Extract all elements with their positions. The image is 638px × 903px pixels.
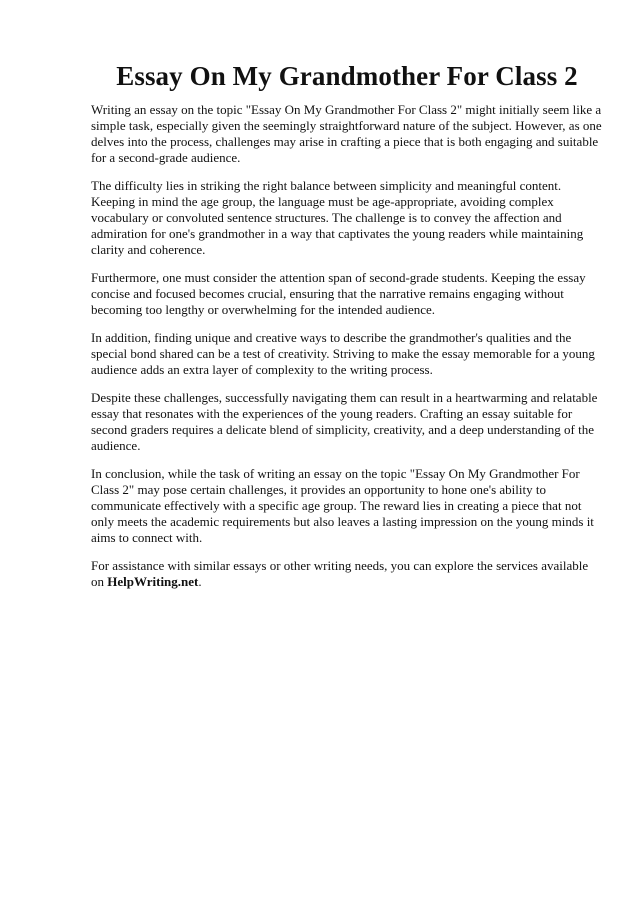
document-title: Essay On My Grandmother For Class 2 <box>116 61 578 91</box>
paragraph-attention-span: Furthermore, one must consider the attention span of second-grade students. Keeping the essay concise and focused becomes crucial, ensuring that the narrative remains engaging without becoming too lengthy or overwhelming for the intended audience. <box>91 270 586 317</box>
paragraph-challenges: Despite these challenges, successfully navigating them can result in a heartwarming and relatable essay that resonates with the experiences of the young readers. Crafting an essay suitable for second graders requires a delicate blend of simplicity, creativity, and a deep understanding of the audience. <box>91 390 598 453</box>
paragraph-conclusion: In conclusion, while the task of writing an essay on the topic "Essay On My Grandmother For Class 2" may pose certain challenges, it provides an opportunity to hone one's ability to communicate effectively with a specific age group. The reward lies in creating a piece that not only meets the academic requirements but also leaves a lasting impression on the young minds it aims to connect with. <box>91 466 594 545</box>
document-body <box>91 60 603 602</box>
helpwriting-link[interactable]: HelpWriting.net <box>107 574 199 589</box>
paragraph-creativity: In addition, finding unique and creative ways to describe the grandmother's qualities and the special bond shared can be a test of creativity. Striving to make the essay memorable for a young audience adds an extra layer of complexity to the writing process. <box>91 330 595 377</box>
paragraph-closing <box>91 558 603 590</box>
closing-suffix: . <box>198 574 202 589</box>
paragraph-difficulty: The difficulty lies in striking the right balance between simplicity and meaningful content. Keeping in mind the age group, the language must be age-appropriate, avoiding complex vocabulary or convoluted sentence structures. The challenge is to convey the affection and admiration for one's grandmother in a way that captivates the young readers while maintaining clarity and coherence. <box>91 178 584 257</box>
paragraph-intro: Writing an essay on the topic "Essay On My Grandmother For Class 2" might initially seem like a simple task, especially given the seemingly straightforward nature of the subject. However, as one delves into the process, challenges may arise in crafting a piece that is both engaging and suitable for a second-grade audience. <box>91 102 602 165</box>
closing-text: For assistance with similar essays or other writing needs, you can explore the services available on <box>91 558 589 589</box>
